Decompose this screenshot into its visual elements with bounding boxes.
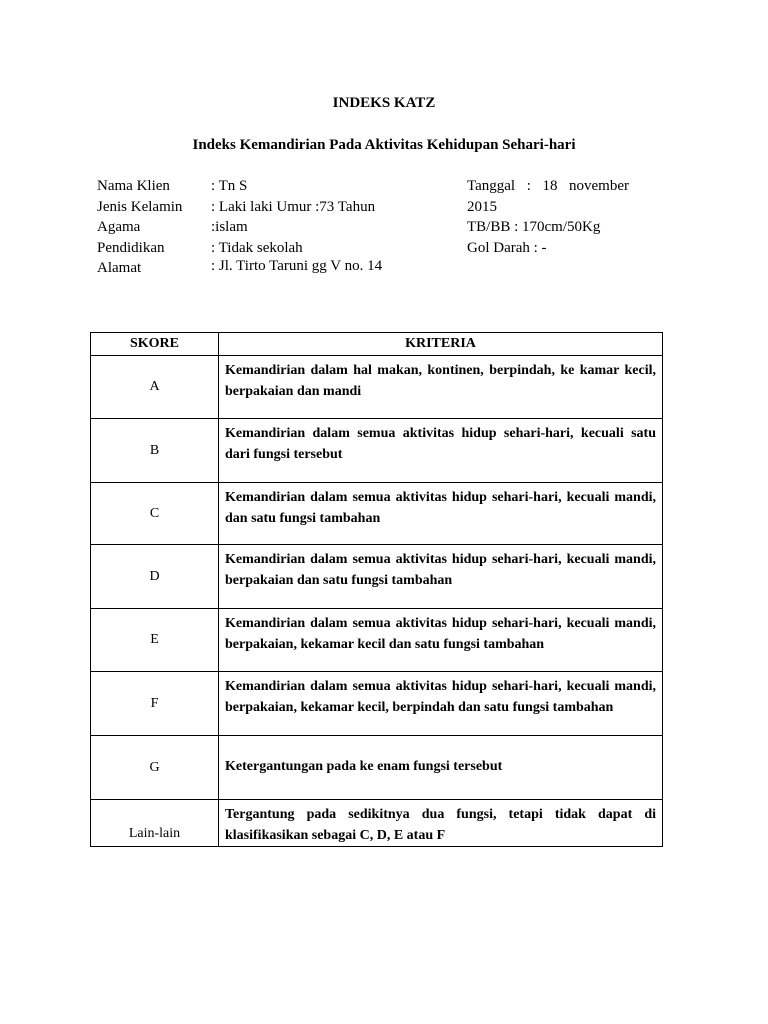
skore-cell: E bbox=[91, 609, 219, 672]
table-row bbox=[91, 545, 663, 609]
client-labels bbox=[97, 176, 182, 279]
value-jenis-kelamin: : Laki laki Umur :73 Tahun bbox=[211, 198, 376, 215]
value-pendidikan: : Tidak sekolah bbox=[211, 239, 303, 256]
table-row bbox=[91, 736, 663, 800]
skore-cell: A bbox=[91, 356, 219, 419]
client-values bbox=[211, 176, 382, 279]
skore-cell: G bbox=[91, 736, 219, 800]
header-skore: SKORE bbox=[91, 333, 219, 356]
table-row bbox=[91, 800, 663, 847]
kriteria-cell: Tergantung pada sedikitnya dua fungsi, tetapi tidak dapat di klasifikasikan sebagai C, D, E atau F bbox=[219, 800, 663, 847]
skore-cell: C bbox=[91, 483, 219, 545]
skore-cell: Lain-lain bbox=[91, 800, 219, 847]
gol-darah: Gol Darah : - bbox=[467, 239, 547, 256]
label-jenis-kelamin: Jenis Kelamin bbox=[97, 198, 183, 215]
label-agama: Agama bbox=[97, 219, 141, 236]
tanggal-colon: : bbox=[526, 178, 531, 194]
skore-cell: D bbox=[91, 545, 219, 609]
kriteria-cell: Kemandirian dalam hal makan, kontinen, berpindah, ke kamar kecil, berpakaian dan mandi bbox=[219, 356, 663, 419]
table-row bbox=[91, 672, 663, 736]
value-nama-klien: : Tn S bbox=[211, 178, 248, 194]
value-agama: :islam bbox=[211, 219, 248, 236]
label-nama-klien: Nama Klien bbox=[97, 178, 170, 194]
value-alamat: : Jl. Tirto Taruni gg V no. 14 bbox=[211, 258, 383, 275]
skore-cell: B bbox=[91, 419, 219, 483]
page-title: INDEKS KATZ bbox=[332, 95, 436, 111]
skore-cell: F bbox=[91, 672, 219, 736]
client-extra bbox=[467, 176, 629, 258]
tanggal-line bbox=[467, 176, 629, 197]
kriteria-cell: Ketergantungan pada ke enam fungsi tersebut bbox=[219, 736, 663, 800]
tanggal-year: 2015 bbox=[467, 198, 497, 215]
tanggal-day: 18 bbox=[542, 178, 558, 194]
tanggal-month: november bbox=[569, 178, 629, 194]
table-row bbox=[91, 419, 663, 483]
tanggal-label: Tanggal bbox=[467, 178, 516, 194]
table-header-row bbox=[91, 333, 663, 356]
table-row bbox=[91, 609, 663, 672]
label-alamat: Alamat bbox=[97, 260, 142, 277]
kriteria-cell: Kemandirian dalam semua aktivitas hidup sehari-hari, kecuali mandi, berpakaian, kekamar kecil, berpindah dan satu fungsi tambahan bbox=[219, 672, 663, 736]
header-kriteria: KRITERIA bbox=[219, 333, 663, 356]
table-row bbox=[91, 483, 663, 545]
kriteria-cell: Kemandirian dalam semua aktivitas hidup sehari-hari, kecuali mandi, dan satu fungsi tambahan bbox=[219, 483, 663, 545]
label-pendidikan: Pendidikan bbox=[97, 239, 165, 256]
katz-table bbox=[90, 332, 663, 847]
page-subtitle: Indeks Kemandirian Pada Aktivitas Kehidupan Sehari-hari bbox=[192, 137, 576, 153]
kriteria-cell: Kemandirian dalam semua aktivitas hidup sehari-hari, kecuali satu dari fungsi tersebut bbox=[219, 419, 663, 483]
table-row bbox=[91, 356, 663, 419]
kriteria-cell: Kemandirian dalam semua aktivitas hidup sehari-hari, kecuali mandi, berpakaian dan satu fungsi tambahan bbox=[219, 545, 663, 609]
tb-bb: TB/BB : 170cm/50Kg bbox=[467, 219, 601, 236]
kriteria-cell: Kemandirian dalam semua aktivitas hidup sehari-hari, kecuali mandi, berpakaian, kekamar kecil dan satu fungsi tambahan bbox=[219, 609, 663, 672]
